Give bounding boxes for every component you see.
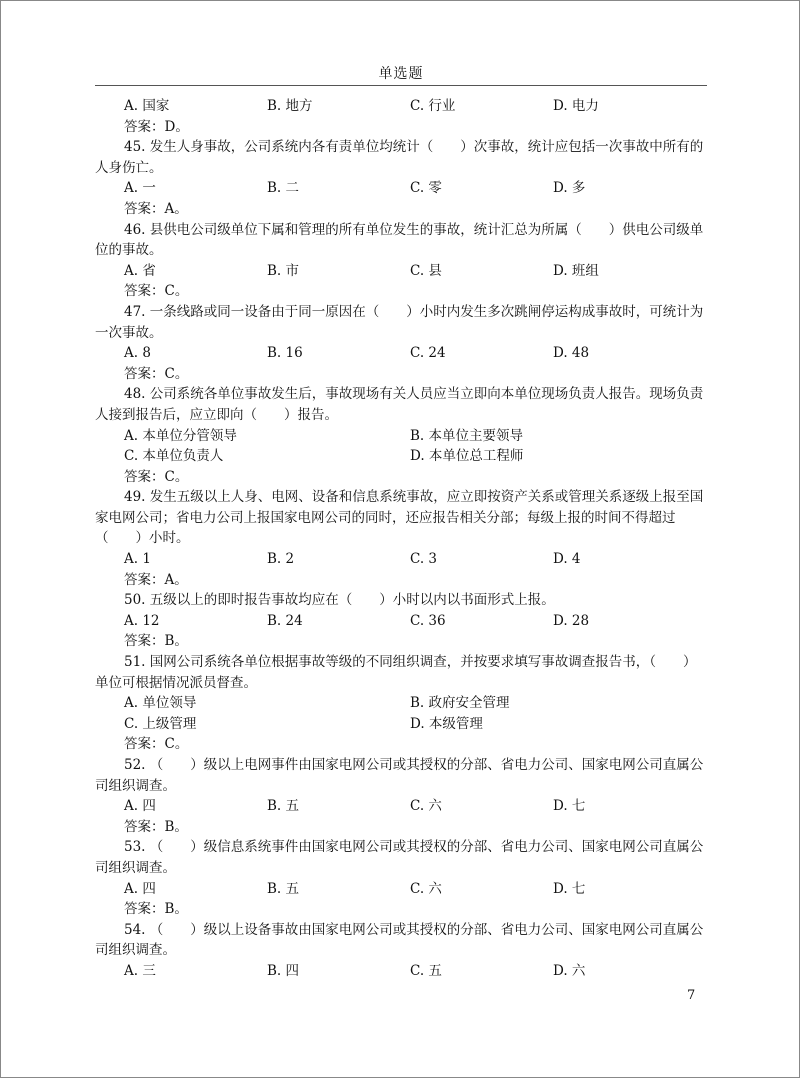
option-b: B. 五 xyxy=(267,798,300,815)
answer: 答案：C。 xyxy=(124,468,189,485)
answer: 答案：B。 xyxy=(124,633,188,650)
option-b: B. 本单位主要领导 xyxy=(410,427,524,444)
option-c: C. 36 xyxy=(410,612,446,629)
option-a: A. 国家 xyxy=(124,98,170,114)
option-b: B. 市 xyxy=(267,262,300,279)
option-a: A. 1 xyxy=(124,551,151,568)
options-row xyxy=(95,178,707,199)
option-d: D. 28 xyxy=(553,612,590,629)
option-d: D. 班组 xyxy=(553,262,599,279)
question-text: 53. （ ）级信息系统事件由国家电网公司或其授权的分部、省电力公司、国家电网公司直属公司组织调查。 xyxy=(95,839,704,876)
options-row xyxy=(95,96,707,117)
answer: 答案：B。 xyxy=(124,901,188,918)
header-rule xyxy=(95,85,707,86)
option-d: D. 本单位总工程师 xyxy=(410,448,524,465)
option-d: D. 多 xyxy=(553,180,586,197)
option-c: C. 上级管理 xyxy=(124,715,197,732)
option-c: C. 零 xyxy=(410,180,442,197)
option-a: A. 四 xyxy=(124,798,156,815)
option-c: C. 县 xyxy=(410,262,442,279)
option-b: B. 政府安全管理 xyxy=(410,695,510,712)
option-b: B. 五 xyxy=(267,880,300,897)
option-a: A. 8 xyxy=(124,345,151,362)
option-d: D. 电力 xyxy=(553,98,599,114)
option-d: D. 4 xyxy=(553,551,581,568)
answer: 答案：A。 xyxy=(124,200,188,217)
option-d: D. 七 xyxy=(553,798,586,815)
page-header-title: 单选题 xyxy=(378,66,424,82)
question-text: 54. （ ）级以上设备事故由国家电网公司或其授权的分部、省电力公司、国家电网公司直属公司组织调查。 xyxy=(95,921,704,959)
answer: 答案：A。 xyxy=(124,571,188,588)
answer: 答案：C。 xyxy=(124,736,189,753)
option-b: B. 地方 xyxy=(267,98,313,114)
answer: 答案：B。 xyxy=(124,818,188,835)
question-text: 51. 国网公司系统各单位根据事故等级的不同组织调查，并按要求填写事故调查报告书，（ ）单位可根据情况派员督查。 xyxy=(95,654,697,691)
option-c: C. 五 xyxy=(410,962,442,979)
option-c: C. 行业 xyxy=(410,98,456,114)
options-row xyxy=(95,714,707,735)
answer: 答案：C。 xyxy=(124,365,189,382)
option-d: D. 六 xyxy=(553,962,586,979)
option-c: C. 24 xyxy=(410,345,446,362)
question-text: 49. 发生五级以上人身、电网、设备和信息系统事故，应立即按资产关系或管理关系逐级上报至国家电网公司；省电力公司上报国家电网公司的同时，还应报告相关分部；每级上报的时间不得超过（ ）小时。 xyxy=(95,489,704,547)
question-text: 45. 发生人身事故，公司系统内各有责单位均统计（ ）次事故，统计应包括一次事故中所有的人身伤亡。 xyxy=(95,139,704,176)
options-row xyxy=(95,961,707,982)
option-d: D. 本级管理 xyxy=(410,715,483,732)
question-list xyxy=(95,96,707,982)
options-row xyxy=(95,611,707,632)
option-a: A. 本单位分管领导 xyxy=(124,427,237,444)
question-text: 48. 公司系统各单位事故发生后，事故现场有关人员应当立即向本单位现场负责人报告。现场负责人接到报告后，应立即向（ ）报告。 xyxy=(95,386,704,423)
question-text: 52. （ ）级以上电网事件由国家电网公司或其授权的分部、省电力公司、国家电网公司直属公司组织调查。 xyxy=(95,757,704,794)
options-row xyxy=(95,343,707,364)
option-a: A. 一 xyxy=(124,180,156,197)
option-b: B. 四 xyxy=(267,962,300,979)
options-row xyxy=(95,549,707,570)
question-text: 50. 五级以上的即时报告事故均应在（ ）小时以内以书面形式上报。 xyxy=(124,592,555,609)
options-row xyxy=(95,879,707,900)
page-number: 7 xyxy=(687,988,696,1003)
option-d: D. 48 xyxy=(553,345,590,362)
option-c: C. 本单位负责人 xyxy=(124,448,224,465)
option-c: C. 六 xyxy=(410,798,442,815)
option-c: C. 3 xyxy=(410,551,438,568)
question-text: 47. 一条线路或同一设备由于同一原因在（ ）小时内发生多次跳闸停运构成事故时，可统计为一次事故。 xyxy=(95,303,704,341)
options-row xyxy=(95,446,707,467)
options-row xyxy=(95,426,707,447)
option-a: A. 12 xyxy=(124,612,160,629)
option-a: A. 单位领导 xyxy=(124,695,197,712)
question-text: 46. 县供电公司级单位下属和管理的所有单位发生的事故，统计汇总为所属（ ）供电公司级单位的事故。 xyxy=(95,221,704,259)
option-b: B. 16 xyxy=(267,345,303,362)
option-c: C. 六 xyxy=(410,880,442,897)
option-b: B. 24 xyxy=(267,612,303,629)
option-a: A. 四 xyxy=(124,880,156,897)
option-b: B. 二 xyxy=(267,180,300,197)
option-a: A. 三 xyxy=(124,962,156,979)
option-d: D. 七 xyxy=(553,880,586,897)
answer: 答案：C。 xyxy=(124,283,189,300)
option-b: B. 2 xyxy=(267,551,295,568)
options-row xyxy=(95,261,707,282)
options-row xyxy=(95,693,707,714)
answer: 答案：D。 xyxy=(124,118,189,135)
option-a: A. 省 xyxy=(124,262,156,279)
options-row xyxy=(95,796,707,817)
